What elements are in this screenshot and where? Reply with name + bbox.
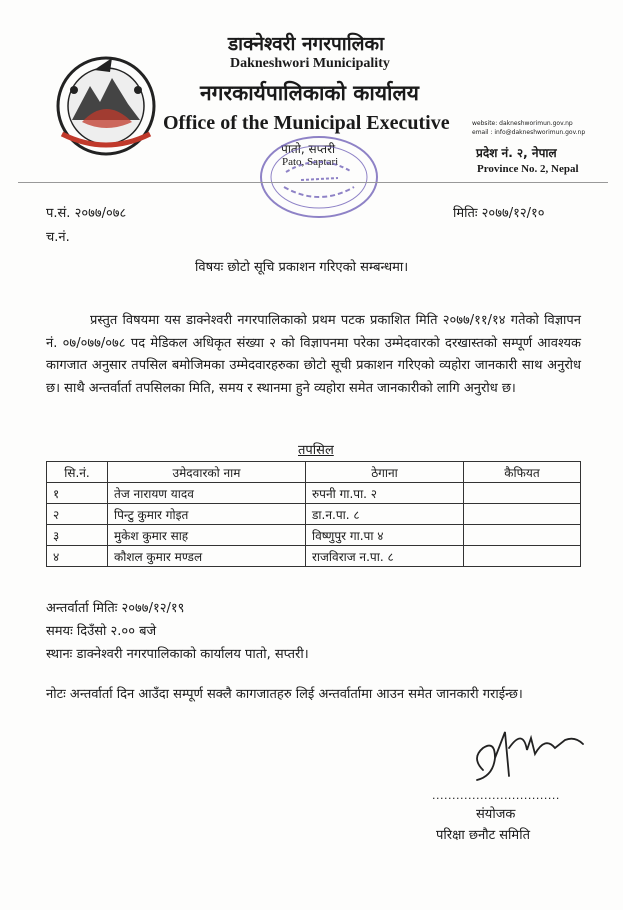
header-name: उमेदवारको नाम	[108, 462, 306, 483]
cell-address: रुपनी गा.पा. २	[306, 483, 464, 504]
cell-remarks	[464, 525, 581, 546]
table-row	[47, 546, 581, 567]
header-address: ठेगाना	[306, 462, 464, 483]
interview-time: समयः दिउँसो २.०० बजे	[46, 624, 157, 639]
cell-name: पिन्टु कुमार गोइत	[108, 504, 306, 525]
cell-name: कौशल कुमार मण्डल	[108, 546, 306, 567]
dispatch-number: च.नं.	[46, 230, 70, 245]
table-header-row	[47, 462, 581, 483]
signer-committee: परिक्षा छनौट समिति	[436, 828, 530, 843]
table-row	[47, 504, 581, 525]
province-np: प्रदेश नं. २, नेपाल	[476, 146, 557, 160]
province-en: Province No. 2, Nepal	[477, 163, 579, 175]
cell-remarks	[464, 504, 581, 525]
cell-sn: ३	[47, 525, 108, 546]
letter-date: मितिः २०७७/१२/१०	[453, 206, 545, 221]
interview-date: अन्तर्वार्ता मितिः २०७७/१२/१९	[46, 601, 185, 616]
cell-sn: ४	[47, 546, 108, 567]
table-row	[47, 525, 581, 546]
municipality-name-en: Dakneshwori Municipality	[230, 56, 390, 71]
nepal-emblem-icon	[52, 50, 160, 158]
interview-place: स्थानः डाक्नेश्वरी नगरपालिकाको कार्यालय पातो, सप्तरी।	[46, 647, 309, 662]
location-en: Pato, Saptari	[282, 156, 339, 168]
email-text: email : info@dakneshworimun.gov.np	[472, 129, 586, 136]
table-row	[47, 483, 581, 504]
cell-sn: १	[47, 483, 108, 504]
reference-number: प.सं. २०७७/०७८	[46, 206, 127, 221]
header-sn: सि.नं.	[47, 462, 108, 483]
cell-name: तेज नारायण यादव	[108, 483, 306, 504]
website-text: website: dakneshworimun.gov.np	[472, 120, 573, 127]
municipality-name-np: डाक्नेश्वरी नगरपालिका	[228, 33, 385, 55]
cell-sn: २	[47, 504, 108, 525]
note-text: नोटः अन्तर्वार्ता दिन आउँदा सम्पूर्ण सक्लै कागजातहरु लिई अन्तर्वार्तामा आउन समेत जानकारी गराईन्छ।	[46, 687, 523, 702]
signer-title: संयोजक	[476, 807, 516, 822]
cell-address: डा.न.पा. ८	[306, 504, 464, 525]
office-name-np: नगरकार्यपालिकाको कार्यालय	[200, 81, 419, 105]
subject-line: विषयः छोटो सूचि प्रकाशन गरिएको सम्बन्धमा।	[195, 260, 409, 275]
contact-info	[472, 119, 585, 137]
office-name-en: Office of the Municipal Executive	[163, 112, 450, 134]
cell-address: विष्णुपुर गा.पा ४	[306, 525, 464, 546]
cell-remarks	[464, 483, 581, 504]
body-paragraph: प्रस्तुत विषयमा यस डाक्नेश्वरी नगरपालिकाको प्रथम पटक प्रकाशित मिति २०७७/११/१४ गतेको विज्ञापन नं. ०७/०७७/०७८ पद मेडिकल अधिकृत संख्या २ को विज्ञापनमा परेका उम्मेदवारको दरखास्तको सम्पूर्ण आवश्यक कागजात अनुसार तपसिल बमोजिमका उम्मेदवारहरुका छोटो सूची प्रकाशन गरिएको व्यहोरा जानकारी साथ अनुरोध छ। साथै अन्तर्वार्ता तपसिलका मिति, समय र स्थानमा हुने व्यहोरा समेत जानकारीको लागि अनुरोध छ।	[46, 313, 581, 396]
cell-remarks	[464, 546, 581, 567]
candidate-table	[46, 461, 581, 567]
office-stamp-icon	[256, 132, 382, 222]
signature-icon	[465, 718, 590, 788]
header-remarks: कैफियत	[464, 462, 581, 483]
cell-name: मुकेश कुमार साह	[108, 525, 306, 546]
table-title: तपसिल	[298, 443, 334, 458]
cell-address: राजविराज न.पा. ८	[306, 546, 464, 567]
header-divider	[18, 182, 608, 183]
location-np: पातो, सप्तरी	[281, 142, 336, 156]
signature-line: ................................	[432, 789, 560, 802]
